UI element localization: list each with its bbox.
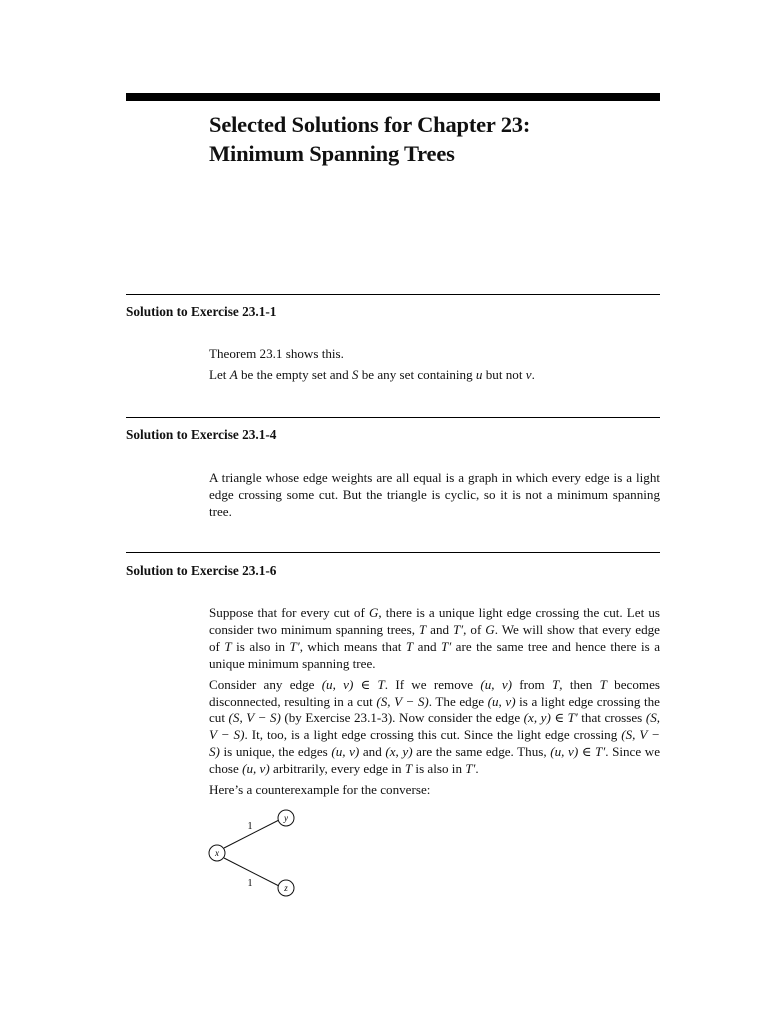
node-z [278, 880, 294, 896]
node-y [278, 810, 294, 826]
solution-23-1-6-paragraph-2: Consider any edge (u, v) ∈ T. If we remove (u, v) from T, then T becomes disconnected, resulting in a cut (S, V − S). The edge (u, v) is a light edge crossing the cut (S, V − S) (by Exercise 23.1-3). Now consider the edge (x, y) ∈ T′ that crosses (S, V − S). It, too, is a light edge crossing this cut. Since the light edge crossing (S, V − S) is unique, the edges (u, v) and (x, y) are the same edge. Thus, (u, v) ∈ T′. Since we chose (u, v) arbitrarily, every edge in T is also in T′. [209, 676, 661, 777]
solution-23-1-1-paragraph-1: Theorem 23.1 shows this. [209, 346, 344, 361]
chapter-title-line-1: Selected Solutions for Chapter 23: [209, 112, 531, 137]
section-rule-1 [126, 294, 660, 295]
solution-23-1-1-paragraph-2: Let A be the empty set and S be any set containing u but not v. [209, 366, 535, 382]
solution-23-1-6-body [209, 605, 660, 799]
solution-23-1-4-paragraph-1: A triangle whose edge weights are all equal is a graph in which every edge is a light edge crossing some cut. But the triangle is cyclic, so it is not a minimum spanning tree. [209, 470, 660, 519]
chapter-top-rule [126, 93, 660, 101]
node-z-label: z [284, 883, 288, 893]
section-rule-2 [126, 417, 660, 418]
solution-23-1-4-body [209, 470, 660, 525]
section-heading-23-1-1: Solution to Exercise 23.1-1 [126, 304, 277, 319]
section-heading-23-1-6: Solution to Exercise 23.1-6 [126, 563, 277, 578]
section-rule-3 [126, 552, 660, 553]
solution-23-1-6-paragraph-3: Here’s a counterexample for the converse: [209, 782, 431, 798]
section-heading-23-1-4: Solution to Exercise 23.1-4 [126, 427, 277, 442]
node-x-label: x [215, 848, 219, 858]
edge-x-y-weight: 1 [247, 821, 253, 832]
node-x [209, 845, 225, 861]
chapter-title-line-2: Minimum Spanning Trees [209, 141, 455, 166]
solution-23-1-1-body [209, 346, 660, 388]
counterexample-graph [200, 805, 310, 903]
edge-x-z-weight: 1 [247, 878, 253, 889]
solution-23-1-6-paragraph-1: Suppose that for every cut of G, there is a unique light edge crossing the cut. Let us consider two minimum spanning trees, T and T′, of G. We will show that every edge of T is also in T′, which means that T and T′ are the same tree and hence there is a unique minimum spanning tree. [209, 605, 661, 671]
node-y-label: y [284, 813, 288, 823]
chapter-title [209, 110, 669, 168]
